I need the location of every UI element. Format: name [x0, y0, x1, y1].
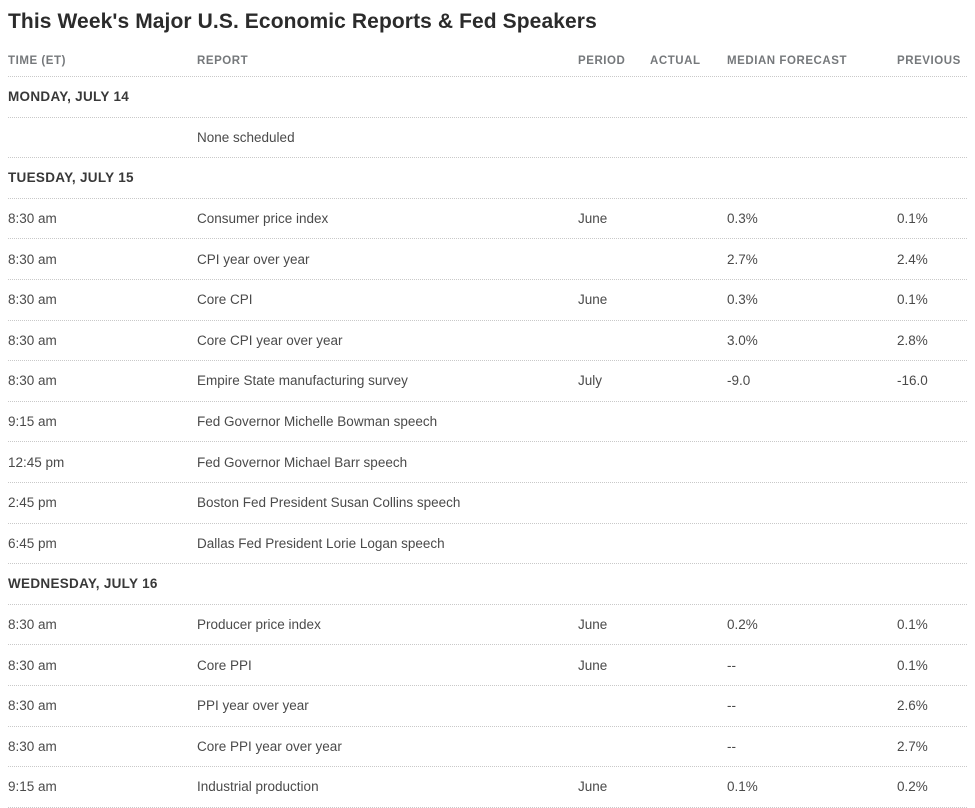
cell-period: July: [578, 373, 603, 389]
cell-time: 8:30 am: [8, 738, 57, 754]
table-row: [8, 118, 967, 159]
cell-time: 6:45 pm: [8, 535, 57, 551]
cell-time: 8:30 am: [8, 698, 57, 714]
section-header-row: [8, 77, 967, 118]
section-label: MONDAY, JULY 14: [8, 89, 130, 105]
cell-median-forecast: 0.1%: [727, 779, 758, 795]
page-title: This Week's Major U.S. Economic Reports & Fed Speakers: [8, 10, 597, 33]
cell-time: 8:30 am: [8, 332, 57, 348]
table-row: [8, 239, 967, 280]
cell-time: 8:30 am: [8, 211, 57, 227]
cell-previous: 2.8%: [897, 332, 928, 348]
cell-previous: 0.1%: [897, 617, 928, 633]
column-header-period: PERIOD: [578, 55, 626, 67]
cell-median-forecast: -9.0: [727, 373, 751, 389]
cell-previous: 0.1%: [897, 292, 928, 308]
cell-median-forecast: 0.3%: [727, 211, 758, 227]
cell-previous: -16.0: [897, 373, 928, 389]
cell-median-forecast: 3.0%: [727, 332, 758, 348]
cell-time: 2:45 pm: [8, 495, 57, 511]
cell-report: Fed Governor Michelle Bowman speech: [197, 414, 438, 430]
cell-previous: 0.1%: [897, 211, 928, 227]
cell-time: 9:15 am: [8, 779, 57, 795]
cell-report: Producer price index: [197, 617, 321, 633]
cell-median-forecast: --: [727, 698, 736, 714]
cell-median-forecast: 2.7%: [727, 251, 758, 267]
cell-time: 8:30 am: [8, 617, 57, 633]
section-header-row: [8, 564, 967, 605]
cell-previous: 2.7%: [897, 738, 928, 754]
column-header-previous: PREVIOUS: [897, 55, 961, 67]
cell-previous: 0.2%: [897, 779, 928, 795]
cell-time: 12:45 pm: [8, 454, 65, 470]
column-header-median-forecast: MEDIAN FORECAST: [727, 55, 848, 67]
table-row: [8, 280, 967, 321]
section-label: TUESDAY, JULY 15: [8, 170, 134, 186]
cell-median-forecast: --: [727, 738, 736, 754]
cell-report: Core CPI year over year: [197, 332, 343, 348]
cell-median-forecast: --: [727, 657, 736, 673]
cell-period: June: [578, 657, 608, 673]
cell-report: Fed Governor Michael Barr speech: [197, 454, 408, 470]
table-row: [8, 321, 967, 362]
cell-time: 9:15 am: [8, 414, 57, 430]
cell-time: 8:30 am: [8, 657, 57, 673]
cell-time: 8:30 am: [8, 292, 57, 308]
table-row: [8, 402, 967, 443]
column-header-report: REPORT: [197, 55, 249, 67]
cell-report: PPI year over year: [197, 698, 309, 714]
cell-time: 8:30 am: [8, 373, 57, 389]
cell-report: Core PPI: [197, 657, 252, 673]
table-row: [8, 645, 967, 686]
cell-report: None scheduled: [197, 129, 295, 145]
column-header-time: TIME (ET): [8, 55, 66, 67]
section-header-row: [8, 158, 967, 199]
table-row: [8, 361, 967, 402]
cell-time: 8:30 am: [8, 251, 57, 267]
cell-period: June: [578, 779, 608, 795]
table-row: [8, 727, 967, 768]
cell-median-forecast: 0.2%: [727, 617, 758, 633]
cell-previous: 2.4%: [897, 251, 928, 267]
cell-previous: 0.1%: [897, 657, 928, 673]
cell-report: CPI year over year: [197, 251, 310, 267]
table-row: [8, 605, 967, 646]
table-row: [8, 483, 967, 524]
table-row: [8, 199, 967, 240]
table-row: [8, 524, 967, 565]
column-header-actual: ACTUAL: [650, 55, 701, 67]
cell-report: Core CPI: [197, 292, 253, 308]
cell-median-forecast: 0.3%: [727, 292, 758, 308]
table-column-headers: [8, 36, 967, 77]
table-row: [8, 767, 967, 808]
cell-report: Core PPI year over year: [197, 738, 342, 754]
cell-report: Dallas Fed President Lorie Logan speech: [197, 535, 445, 551]
cell-report: Industrial production: [197, 779, 319, 795]
table-row: [8, 442, 967, 483]
cell-period: June: [578, 292, 608, 308]
section-label: WEDNESDAY, JULY 16: [8, 576, 158, 592]
cell-report: Boston Fed President Susan Collins speech: [197, 495, 461, 511]
cell-report: Empire State manufacturing survey: [197, 373, 408, 389]
cell-report: Consumer price index: [197, 211, 329, 227]
cell-previous: 2.6%: [897, 698, 928, 714]
table-row: [8, 686, 967, 727]
cell-period: June: [578, 617, 608, 633]
cell-period: June: [578, 211, 608, 227]
report-table-body: [8, 77, 967, 808]
